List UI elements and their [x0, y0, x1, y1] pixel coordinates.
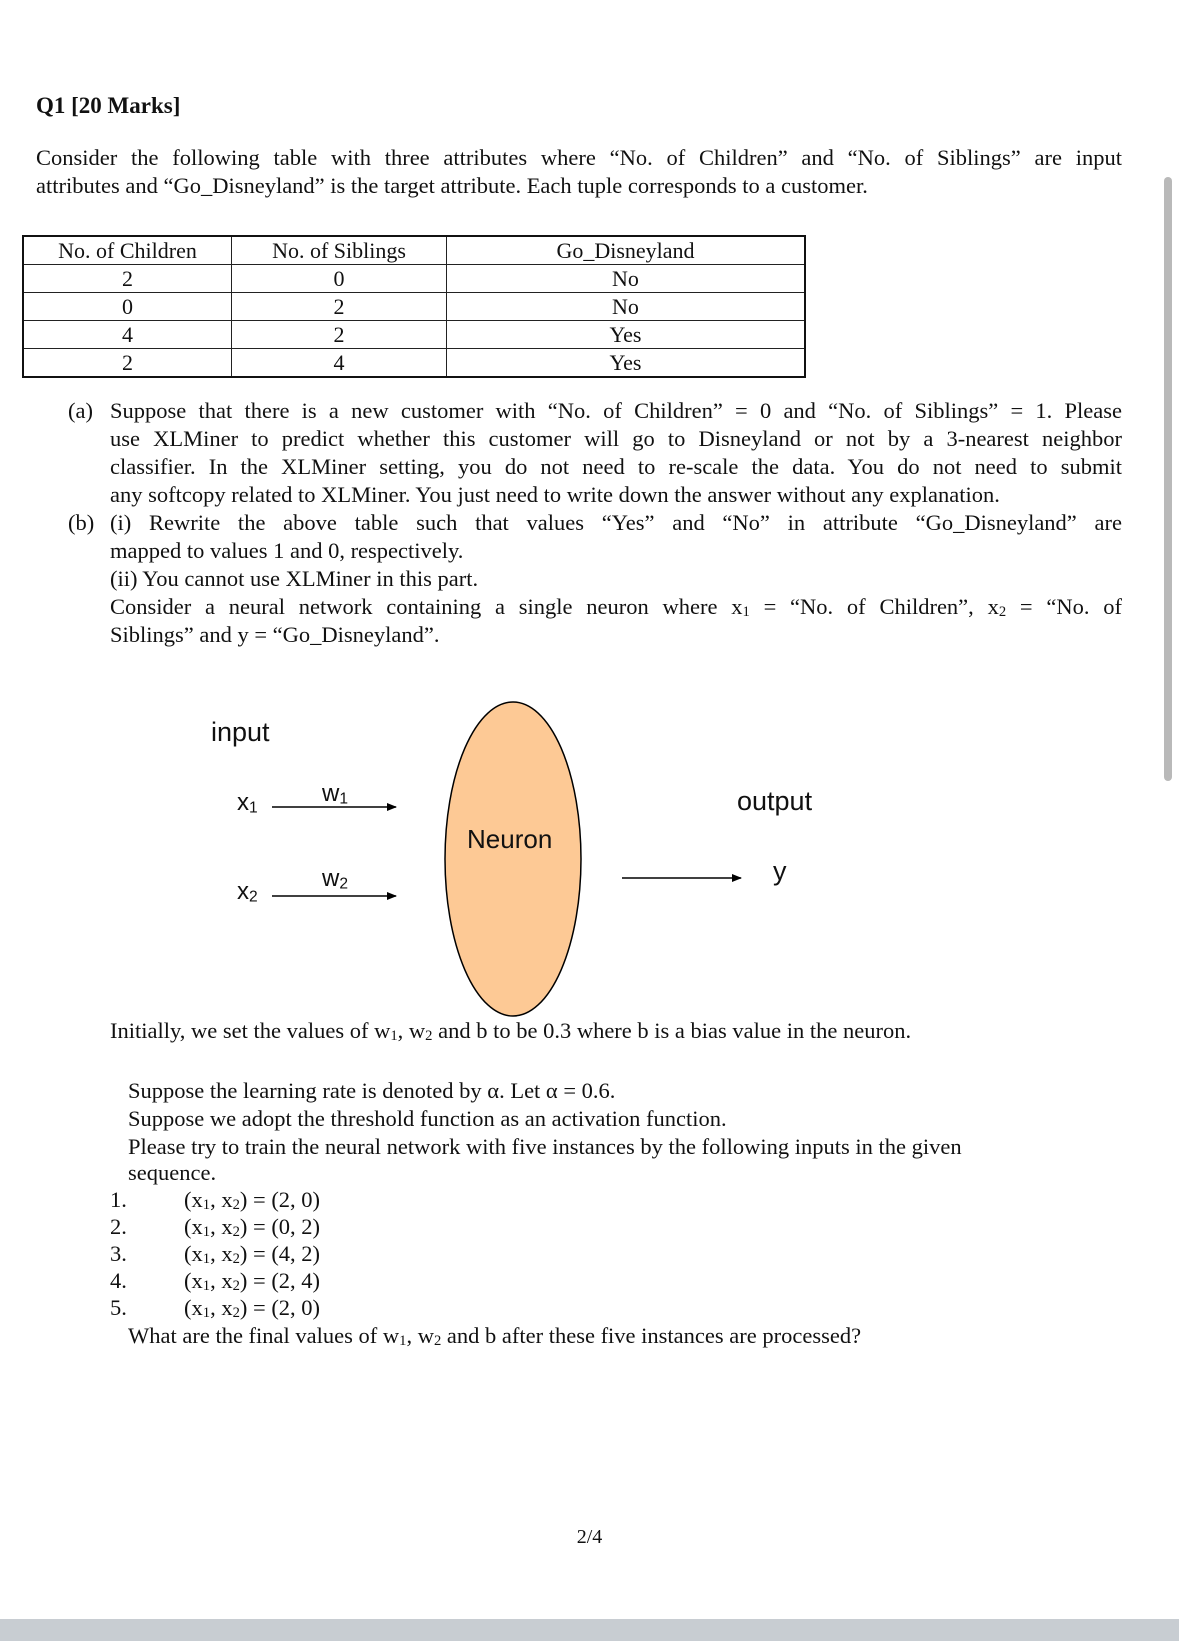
header-siblings: No. of Siblings	[232, 236, 447, 265]
page-number: 2/4	[576, 1526, 603, 1548]
cell: 0	[23, 293, 232, 321]
neuron-label: Neuron	[467, 824, 553, 854]
cell: Yes	[447, 349, 806, 378]
question-title: Q1 [20 Marks]	[36, 93, 181, 118]
part-b-line-3: (ii) You cannot use XLMiner in this part.	[110, 566, 479, 591]
cell: 2	[232, 293, 447, 321]
part-b-line-4: Consider a neural network containing a single neuron where x1 = “No. of Children”, x2 = “No. of	[110, 594, 1122, 621]
table-row	[23, 321, 805, 349]
instance-num: 2.	[110, 1214, 127, 1239]
intro-line-1: Consider the following table with three attributes where “No. of Children” and “No. of Siblings” are input	[36, 145, 1122, 170]
table-row	[23, 293, 805, 321]
w1-label: w1	[322, 780, 349, 808]
part-b-line-5: Siblings” and y = “Go_Disneyland”.	[110, 622, 440, 647]
cell: No	[447, 293, 806, 321]
part-a-line-3: classifier. In the XLMiner setting, you do not need to re-scale the data. You do not need to submit	[110, 454, 1122, 479]
learning-rate-line: Suppose the learning rate is denoted by α. Let α = 0.6.	[128, 1078, 616, 1103]
final-question-line: What are the final values of w1, w2 and b after these five instances are processed?	[128, 1323, 862, 1350]
activation-line: Suppose we adopt the threshold function as an activation function.	[128, 1106, 727, 1131]
table-header-row	[23, 236, 805, 265]
instance-value: (x1, x2) = (0, 2)	[184, 1214, 321, 1241]
part-a-line-2: use XLMiner to predict whether this customer will go to Disneyland or not by a 3-nearest neighbor	[110, 426, 1122, 451]
x1-label: x1	[237, 789, 258, 817]
cell: 4	[23, 321, 232, 349]
instance-num: 3.	[110, 1241, 127, 1266]
cell: 2	[23, 265, 232, 293]
customer-table	[22, 235, 806, 378]
table-row	[23, 265, 805, 293]
cell: No	[447, 265, 806, 293]
x2-label: x2	[237, 878, 258, 906]
cell: Yes	[447, 321, 806, 349]
neuron-diagram	[0, 660, 1179, 1020]
part-b-line-2: mapped to values 1 and 0, respectively.	[110, 538, 464, 563]
initial-values-line: Initially, we set the values of w1, w2 and b to be 0.3 where b is a bias value in the neuron.	[110, 1018, 912, 1045]
part-a-label: (a)	[68, 398, 93, 423]
vertical-scrollbar[interactable]	[1164, 177, 1172, 781]
train-line-2: sequence.	[128, 1160, 217, 1185]
input-label: input	[211, 717, 270, 747]
neuron-ellipse	[445, 702, 581, 1016]
instance-num: 1.	[110, 1187, 127, 1212]
output-label: output	[737, 786, 813, 816]
part-b-label: (b)	[68, 510, 95, 535]
instance-value: (x1, x2) = (4, 2)	[184, 1241, 321, 1268]
w2-label: w2	[322, 865, 349, 893]
header-go-disneyland: Go_Disneyland	[447, 236, 806, 265]
table-row	[23, 349, 805, 378]
header-children: No. of Children	[23, 236, 232, 265]
cell: 0	[232, 265, 447, 293]
part-a-line-4: any softcopy related to XLMiner. You just need to write down the answer without any explanation.	[110, 482, 1000, 507]
cell: 4	[232, 349, 447, 378]
instance-value: (x1, x2) = (2, 0)	[184, 1187, 321, 1214]
bottom-toolbar	[0, 1619, 1179, 1641]
train-line-1: Please try to train the neural network with five instances by the following inputs in the given	[128, 1134, 962, 1159]
instance-value: (x1, x2) = (2, 4)	[184, 1268, 321, 1295]
y-label: y	[773, 856, 787, 886]
part-b-line-1: (i) Rewrite the above table such that values “Yes” and “No” in attribute “Go_Disneyland” are	[110, 510, 1122, 535]
cell: 2	[23, 349, 232, 378]
cell: 2	[232, 321, 447, 349]
instance-num: 5.	[110, 1295, 127, 1320]
instance-num: 4.	[110, 1268, 127, 1293]
intro-line-2: attributes and “Go_Disneyland” is the target attribute. Each tuple corresponds to a customer.	[36, 173, 868, 198]
part-a-line-1: Suppose that there is a new customer with “No. of Children” = 0 and “No. of Siblings” = 1. Please	[110, 398, 1122, 423]
instance-value: (x1, x2) = (2, 0)	[184, 1295, 321, 1322]
